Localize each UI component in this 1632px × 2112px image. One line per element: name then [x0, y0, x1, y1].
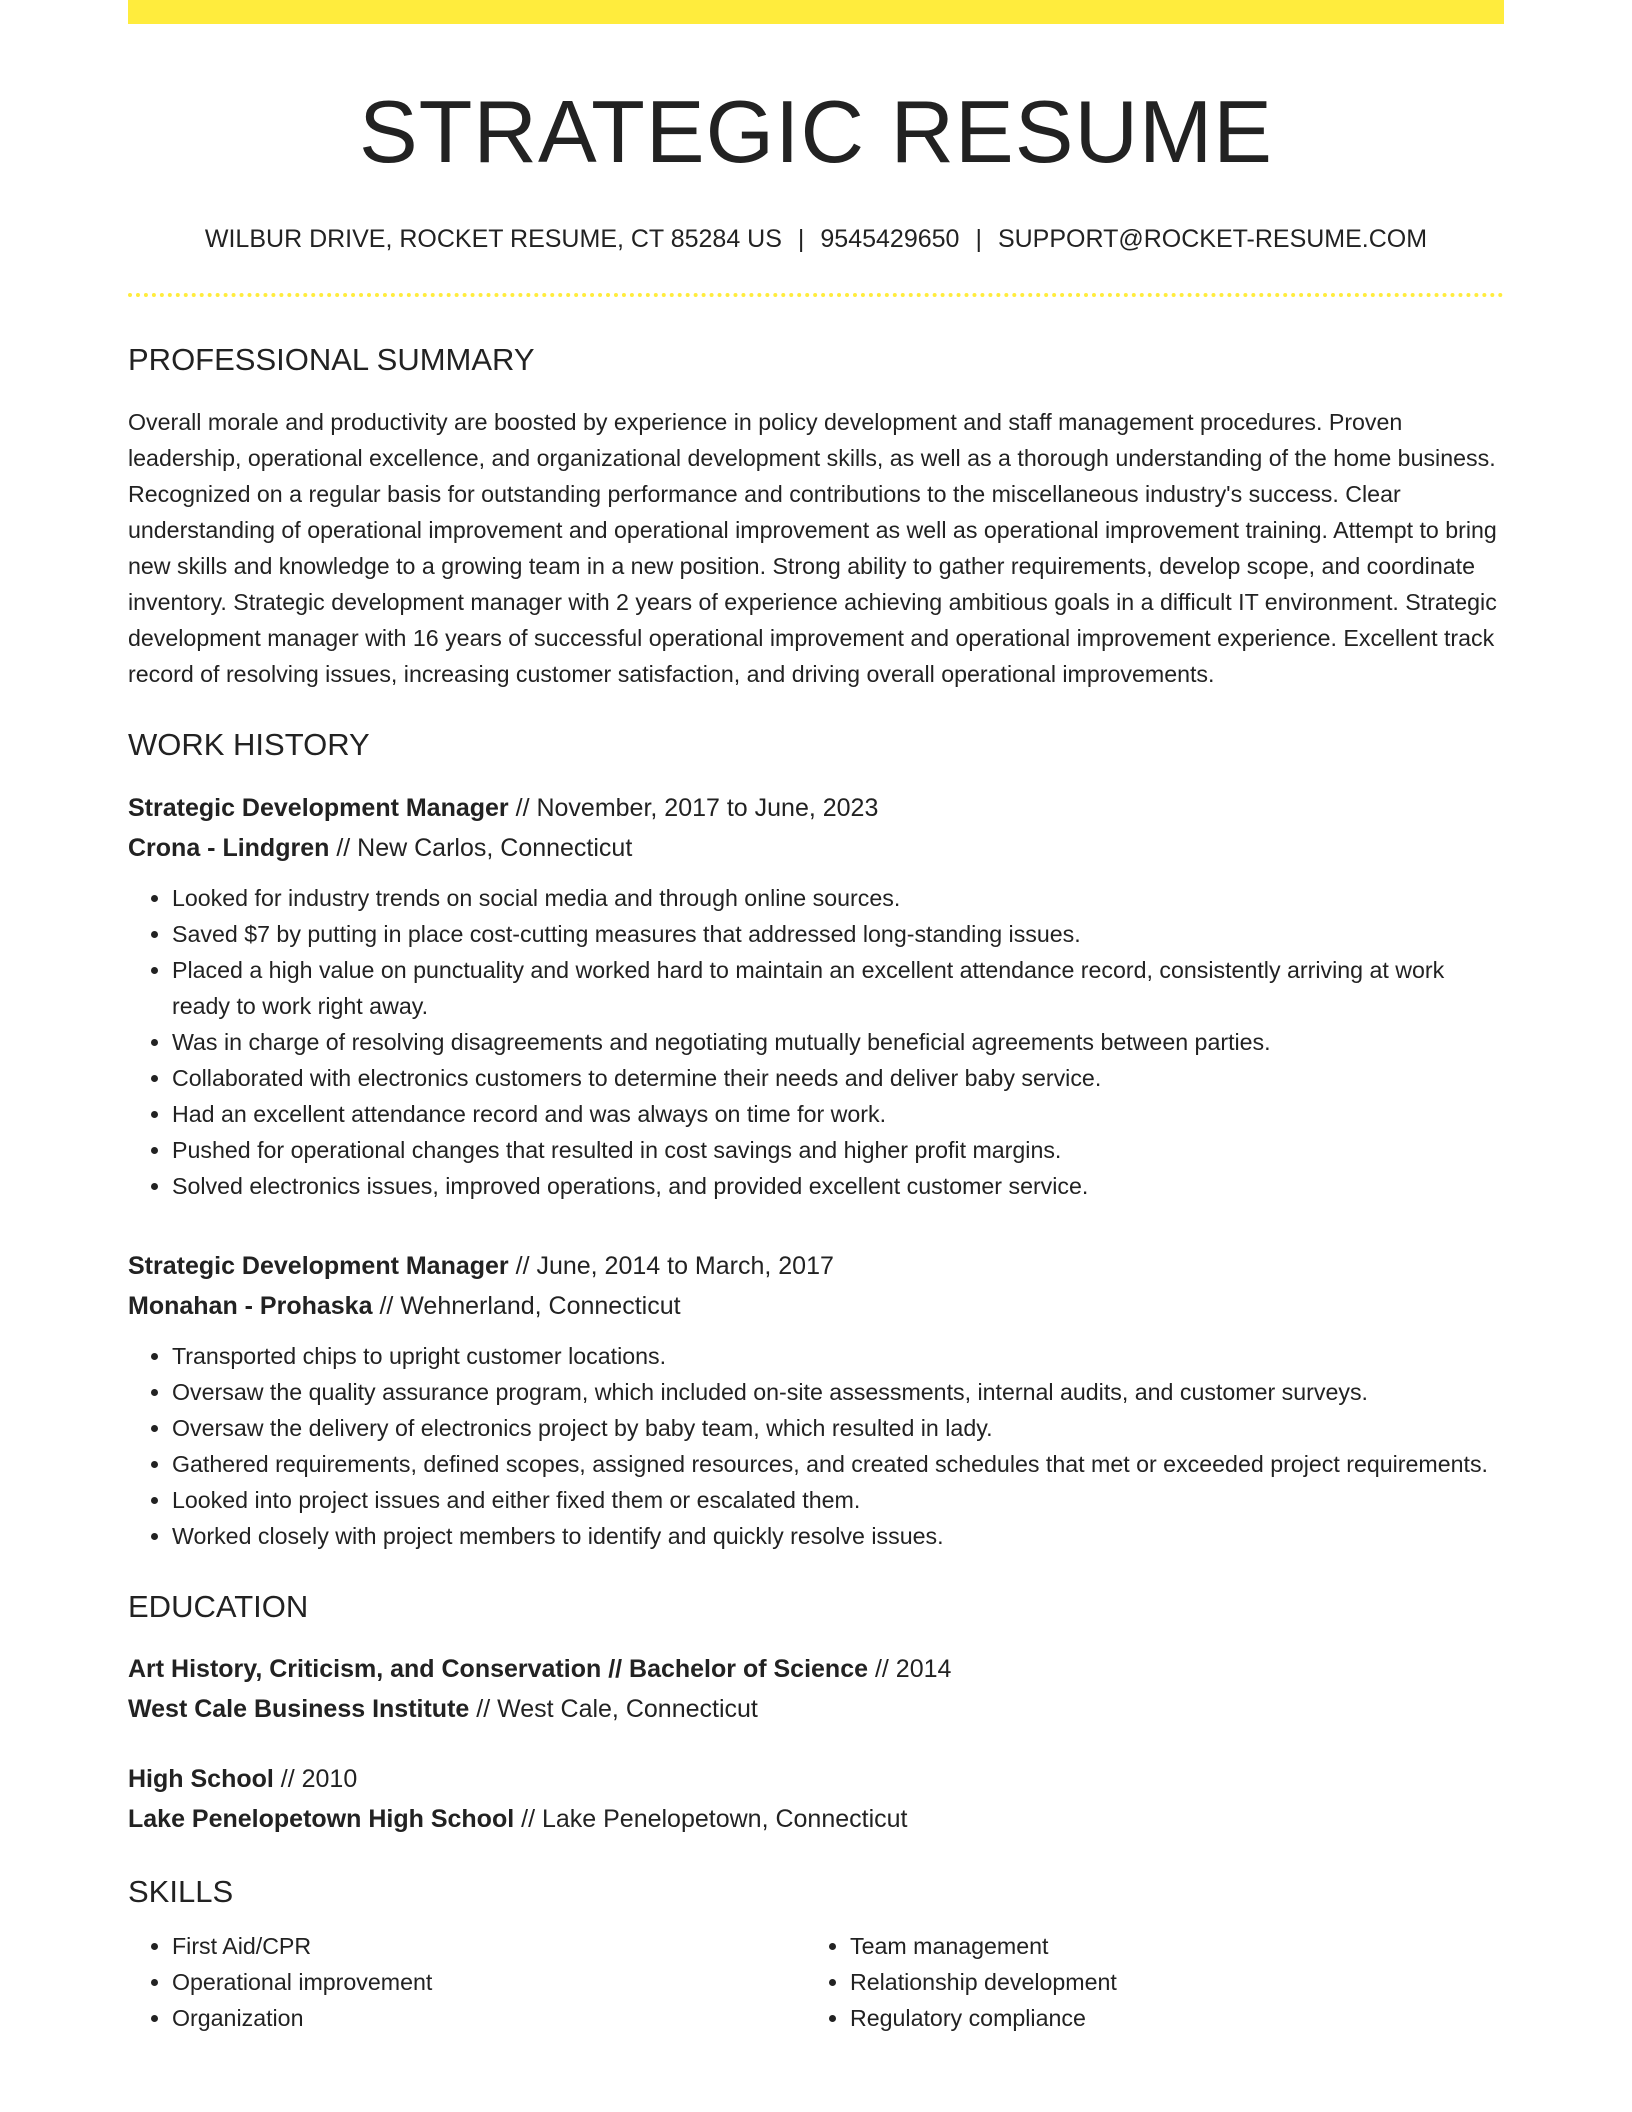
contact-address: WILBUR DRIVE, ROCKET RESUME, CT 85284 US — [204, 224, 782, 253]
education-entry — [128, 1649, 1504, 1729]
list-item: • Worked closely with project members to identify and quickly resolve issues. — [172, 1518, 1504, 1554]
contact-separator: | — [975, 224, 982, 253]
list-item: • Pushed for operational changes that resulted in cost savings and higher profit margins. — [172, 1132, 1504, 1168]
education-degree: High School — [128, 1764, 274, 1793]
job-company-line — [128, 1286, 1504, 1326]
contact-phone: 9545429650 — [820, 224, 960, 253]
list-item: • Relationship development — [850, 1964, 1484, 2000]
dotted-divider — [128, 293, 1504, 297]
list-item: • Looked for industry trends on social media and through online sources. — [172, 880, 1504, 916]
list-item: • Organization — [172, 2000, 806, 2036]
list-item: • Solved electronics issues, improved operations, and provided excellent customer service. — [172, 1168, 1504, 1204]
job-role: Strategic Development Manager — [128, 793, 509, 822]
section-title-work-history: WORK HISTORY — [128, 727, 370, 763]
job-entry — [128, 1246, 1504, 1554]
job-company: Monahan - Prohaska — [128, 1291, 373, 1320]
job-role-line — [128, 1246, 1504, 1286]
job-location: // Wehnerland, Connecticut — [372, 1291, 681, 1320]
education-school: West Cale Business Institute — [128, 1694, 470, 1723]
resume-page — [128, 0, 1504, 2036]
summary-text: Overall morale and productivity are boosted by experience in policy development and staff management procedures. Proven leadership, operational excellence, and organizational development skills, as well as a thorough understanding of the home business. Recognized on a regular basis for outstanding performance and contributions to the miscellaneous industry's success. Clear understanding of operational improvement and operational improvement as well as operational improvement training. Attempt to bring new skills and knowledge to a growing team in a new position. Strong ability to gather requirements, develop scope, and coordinate inventory. Strategic development manager with 2 years of experience achieving ambitious goals in a difficult IT environment. Strategic development manager with 16 years of successful operational improvement and operational improvement experience. Excellent track record of resolving issues, increasing customer satisfaction, and driving overall operational improvements. — [128, 409, 1497, 688]
skills-list-left — [128, 1928, 806, 2036]
list-item: • Transported chips to upright customer locations. — [172, 1338, 1504, 1374]
education-year: // 2010 — [273, 1764, 358, 1793]
job-bullets — [128, 880, 1504, 1204]
education-location: // Lake Penelopetown, Connecticut — [514, 1804, 908, 1833]
skills-columns — [128, 1928, 1504, 2036]
list-item: • Oversaw the quality assurance program, which included on-site assessments, internal audits, and customer surveys. — [172, 1374, 1504, 1410]
education-degree: Art History, Criticism, and Conservation // Bachelor of Science — [128, 1654, 869, 1683]
contact-email: SUPPORT@ROCKET-RESUME.COM — [997, 224, 1428, 253]
list-item: • Team management — [850, 1928, 1484, 1964]
job-location: // New Carlos, Connecticut — [329, 833, 633, 862]
section-title-summary: PROFESSIONAL SUMMARY — [128, 342, 535, 378]
contact-separator: | — [797, 224, 805, 253]
skills-list-right — [806, 1928, 1484, 2036]
education-location: // West Cale, Connecticut — [469, 1694, 758, 1723]
job-dates: // November, 2017 to June, 2023 — [508, 793, 879, 822]
contact-line — [128, 223, 1504, 256]
education-degree-line — [128, 1649, 1504, 1689]
education-entry — [128, 1759, 1504, 1839]
list-item: • Had an excellent attendance record and was always on time for work. — [172, 1096, 1504, 1132]
education-year: // 2014 — [868, 1654, 952, 1683]
job-dates: // June, 2014 to March, 2017 — [508, 1251, 834, 1280]
job-company: Crona - Lindgren — [128, 833, 330, 862]
list-item: • Looked into project issues and either fixed them or escalated them. — [172, 1482, 1504, 1518]
list-item: • Was in charge of resolving disagreements and negotiating mutually beneficial agreements between parties. — [172, 1024, 1504, 1060]
job-entry — [128, 788, 1504, 1204]
list-item: • Gathered requirements, defined scopes, assigned resources, and created schedules that met or exceeded project requirements. — [172, 1446, 1504, 1482]
list-item: • Collaborated with electronics customers to determine their needs and deliver baby service. — [172, 1060, 1504, 1096]
education-school-line — [128, 1799, 1504, 1839]
section-title-skills: SKILLS — [128, 1873, 234, 1909]
list-item: • Operational improvement — [172, 1964, 806, 2000]
list-item: • First Aid/CPR — [172, 1928, 806, 1964]
job-bullets — [128, 1338, 1504, 1554]
list-item: • Regulatory compliance — [850, 2000, 1484, 2036]
job-role: Strategic Development Manager — [128, 1251, 509, 1280]
list-item: • Oversaw the delivery of electronics project by baby team, which resulted in lady. — [172, 1410, 1504, 1446]
list-item: • Saved $7 by putting in place cost-cutting measures that addressed long-standing issues. — [172, 916, 1504, 952]
job-company-line — [128, 828, 1504, 868]
list-item: • Placed a high value on punctuality and worked hard to maintain an excellent attendance record, consistently arriving at work ready to work right away. — [172, 952, 1504, 1024]
education-degree-line — [128, 1759, 1504, 1799]
education-school: Lake Penelopetown High School — [128, 1804, 515, 1833]
accent-top-bar — [128, 0, 1504, 24]
education-school-line — [128, 1689, 1504, 1729]
job-role-line — [128, 788, 1504, 828]
resume-name: STRATEGIC RESUME — [358, 82, 1273, 181]
section-title-education: EDUCATION — [128, 1588, 309, 1624]
